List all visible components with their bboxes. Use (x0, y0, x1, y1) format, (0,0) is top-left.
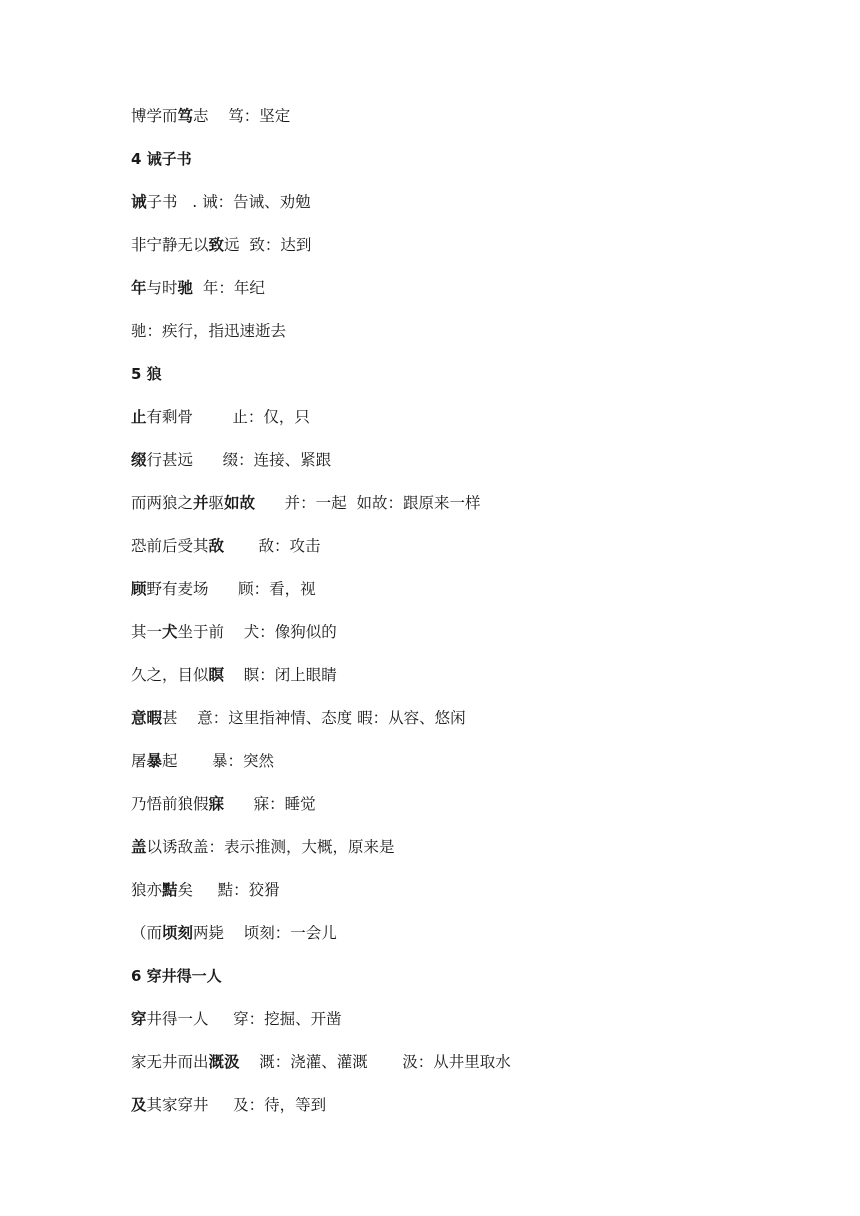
plain-text: 博学而 (131, 107, 178, 125)
plain-text: 行甚远 缀：连接、紧跟 (146, 451, 332, 469)
bold-text: 瞑 (208, 665, 225, 684)
bold-text: 诫 (131, 192, 147, 211)
bold-text: 黠 (162, 880, 178, 899)
bold-text: 敌 (208, 536, 225, 555)
plain-text: 坐于前 犬：像狗似的 (177, 623, 337, 641)
bold-text: 止 (131, 407, 147, 426)
plain-text: 狼亦 (131, 881, 163, 899)
bold-text: 穿 (131, 1009, 147, 1028)
vocab-entry (131, 576, 811, 619)
bold-text: 4 诫子书 (131, 150, 192, 168)
bold-text: 暴 (146, 751, 163, 770)
vocab-entry (131, 748, 811, 791)
bold-text: 及 (131, 1095, 147, 1114)
vocab-entry (131, 404, 811, 447)
plain-text: 与时 (146, 279, 178, 297)
plain-text: 野有麦场 顾：看，视 (146, 580, 316, 598)
vocab-entry (131, 1006, 811, 1049)
plain-text: 子书 . 诫：告诫、劝勉 (146, 193, 311, 211)
vocab-entry (131, 791, 811, 834)
bold-text: 驰 (177, 278, 194, 297)
plain-text: 两毙 顷刻：一会儿 (193, 924, 337, 942)
vocab-entry (131, 662, 811, 705)
plain-text: 其一 (131, 623, 163, 641)
plain-text: 井得一人 穿：挖掘、开凿 (146, 1010, 342, 1028)
vocab-entry (131, 619, 811, 662)
plain-text: 志 笃：坚定 (193, 107, 291, 125)
bold-text: 6 穿井得一人 (131, 967, 222, 985)
plain-text: 溉：浇灌、灌溉 汲：从井里取水 (239, 1053, 511, 1071)
vocab-entry (131, 920, 811, 963)
bold-text: 顾 (131, 579, 147, 598)
vocab-entry (131, 490, 811, 533)
plain-text: 家无井而出 (131, 1053, 209, 1071)
vocab-entry (131, 705, 811, 748)
bold-text: 寐 (208, 794, 225, 813)
bold-text: 缀 (131, 450, 147, 469)
plain-text: 并：一起 如故：跟原来一样 (255, 494, 481, 512)
bold-text: 意暇 (131, 708, 163, 727)
plain-text: 屠 (131, 752, 147, 770)
vocab-entry (131, 1049, 811, 1092)
plain-text: 起 暴：突然 (162, 752, 275, 770)
plain-text: 甚 意：这里指神情、态度 暇：从容、悠闲 (162, 709, 466, 727)
bold-text: 如故 (224, 493, 256, 512)
vocab-entry (131, 275, 811, 318)
plain-text: 年：年纪 (193, 279, 265, 297)
plain-text: 乃悟前狼假 (131, 795, 209, 813)
plain-text: 驱 (208, 494, 225, 512)
vocab-entry (131, 533, 811, 576)
vocab-entry (131, 318, 811, 361)
plain-text: （而 (131, 924, 163, 942)
plain-text: 矣 黠：狡猾 (177, 881, 280, 899)
bold-text: 溉汲 (208, 1052, 240, 1071)
vocab-entry (131, 447, 811, 490)
bold-text: 年 (131, 278, 147, 297)
bold-text: 5 狼 (131, 365, 162, 383)
vocab-entry (131, 189, 811, 232)
plain-text: 瞑：闭上眼睛 (224, 666, 337, 684)
plain-text: 而两狼之 (131, 494, 194, 512)
bold-text: 盖 (131, 837, 147, 856)
bold-text: 笃 (177, 106, 194, 125)
plain-text: 远 致：达到 (224, 236, 312, 254)
plain-text: 久之，目似 (131, 666, 209, 684)
bold-text: 顷刻 (162, 923, 194, 942)
section-heading (131, 361, 811, 404)
plain-text: 以诱敌盖：表示推测，大概，原来是 (146, 838, 395, 856)
plain-text: 驰：疾行，指迅速逝去 (131, 322, 287, 340)
vocab-entry (131, 834, 811, 877)
vocab-entry (131, 877, 811, 920)
plain-text: 有剩骨 止：仅，只 (146, 408, 310, 426)
bold-text: 并 (193, 493, 209, 512)
vocab-entry (131, 103, 811, 146)
section-heading (131, 963, 811, 1006)
vocab-entry (131, 1092, 811, 1135)
document-body (131, 103, 811, 1135)
plain-text: 非宁静无以 (131, 236, 209, 254)
plain-text: 其家穿井 及：待，等到 (146, 1096, 327, 1114)
plain-text: 恐前后受其 (131, 537, 209, 555)
vocab-entry (131, 232, 811, 275)
plain-text: 敌：攻击 (224, 537, 321, 555)
bold-text: 致 (208, 235, 225, 254)
plain-text: 寐：睡觉 (224, 795, 316, 813)
bold-text: 犬 (162, 622, 178, 641)
section-heading (131, 146, 811, 189)
